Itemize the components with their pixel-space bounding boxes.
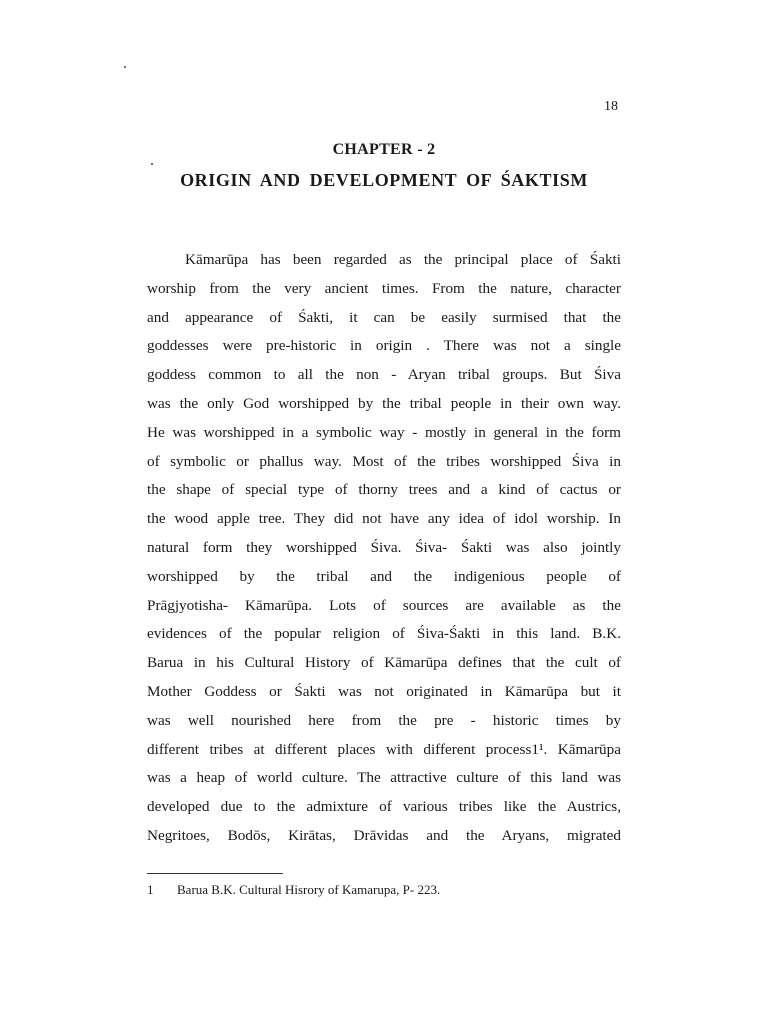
body-line: the shape of special type of thorny trees and a kind of cactus or [147, 481, 621, 499]
body-line: goddess common to all the non - Aryan tribal groups. But Śiva [147, 366, 621, 384]
body-line: Kāmarūpa has been regarded as the principal place of Śakti [185, 251, 621, 268]
scan-speck [124, 66, 126, 68]
body-line: and appearance of Śakti, it can be easily surmised that the [147, 308, 621, 326]
body-line: Negritoes, Bodōs, Kirātas, Drāvidas and the Aryans, migrated [147, 826, 621, 844]
body-line: He was worshipped in a symbolic way - mostly in general in the form [147, 423, 621, 441]
body-line: developed due to the admixture of various tribes like the Austrics, [147, 798, 621, 816]
body-line: Mother Goddess or Śakti was not originated in Kāmarūpa but it [147, 682, 621, 700]
body-line: different tribes at different places with different process1¹. Kāmarūpa [147, 740, 621, 758]
chapter-title: ORIGIN AND DEVELOPMENT OF ŚAKTISM [180, 170, 588, 190]
chapter-label: CHAPTER - 2 [332, 141, 436, 158]
body-line: evidences of the popular religion of Śiva-Śakti in this land. B.K. [147, 625, 621, 643]
footnote-text: Barua B.K. Cultural Hisrory of Kamarupa, P- 223. [177, 882, 441, 897]
body-text [147, 246, 621, 851]
body-line: Prāgjyotisha- Kāmarūpa. Lots of sources are available as the [147, 596, 621, 614]
body-line: of symbolic or phallus way. Most of the tribes worshipped Śiva in [147, 452, 621, 470]
scan-speck [151, 163, 153, 165]
footnote-divider [147, 873, 283, 874]
body-line: the wood apple tree. They did not have any idea of idol worship. In [147, 510, 621, 528]
body-line: natural form they worshipped Śiva. Śiva- Śakti was also jointly [147, 538, 621, 556]
footnote-number: 1 [147, 882, 154, 897]
body-line: Barua in his Cultural History of Kāmarūpa defines that the cult of [147, 654, 621, 672]
page-number: 18 [604, 99, 618, 114]
body-line: was a heap of world culture. The attractive culture of this land was [147, 769, 621, 787]
body-line: worshipped by the tribal and the indigenious people of [147, 567, 621, 585]
body-line: was the only God worshipped by the tribal people in their own way. [147, 394, 621, 412]
footnote [147, 882, 440, 898]
body-line: worship from the very ancient times. From the nature, character [147, 279, 621, 297]
body-line: was well nourished here from the pre - historic times by [147, 711, 621, 729]
body-line: goddesses were pre-historic in origin . There was not a single [147, 337, 621, 355]
